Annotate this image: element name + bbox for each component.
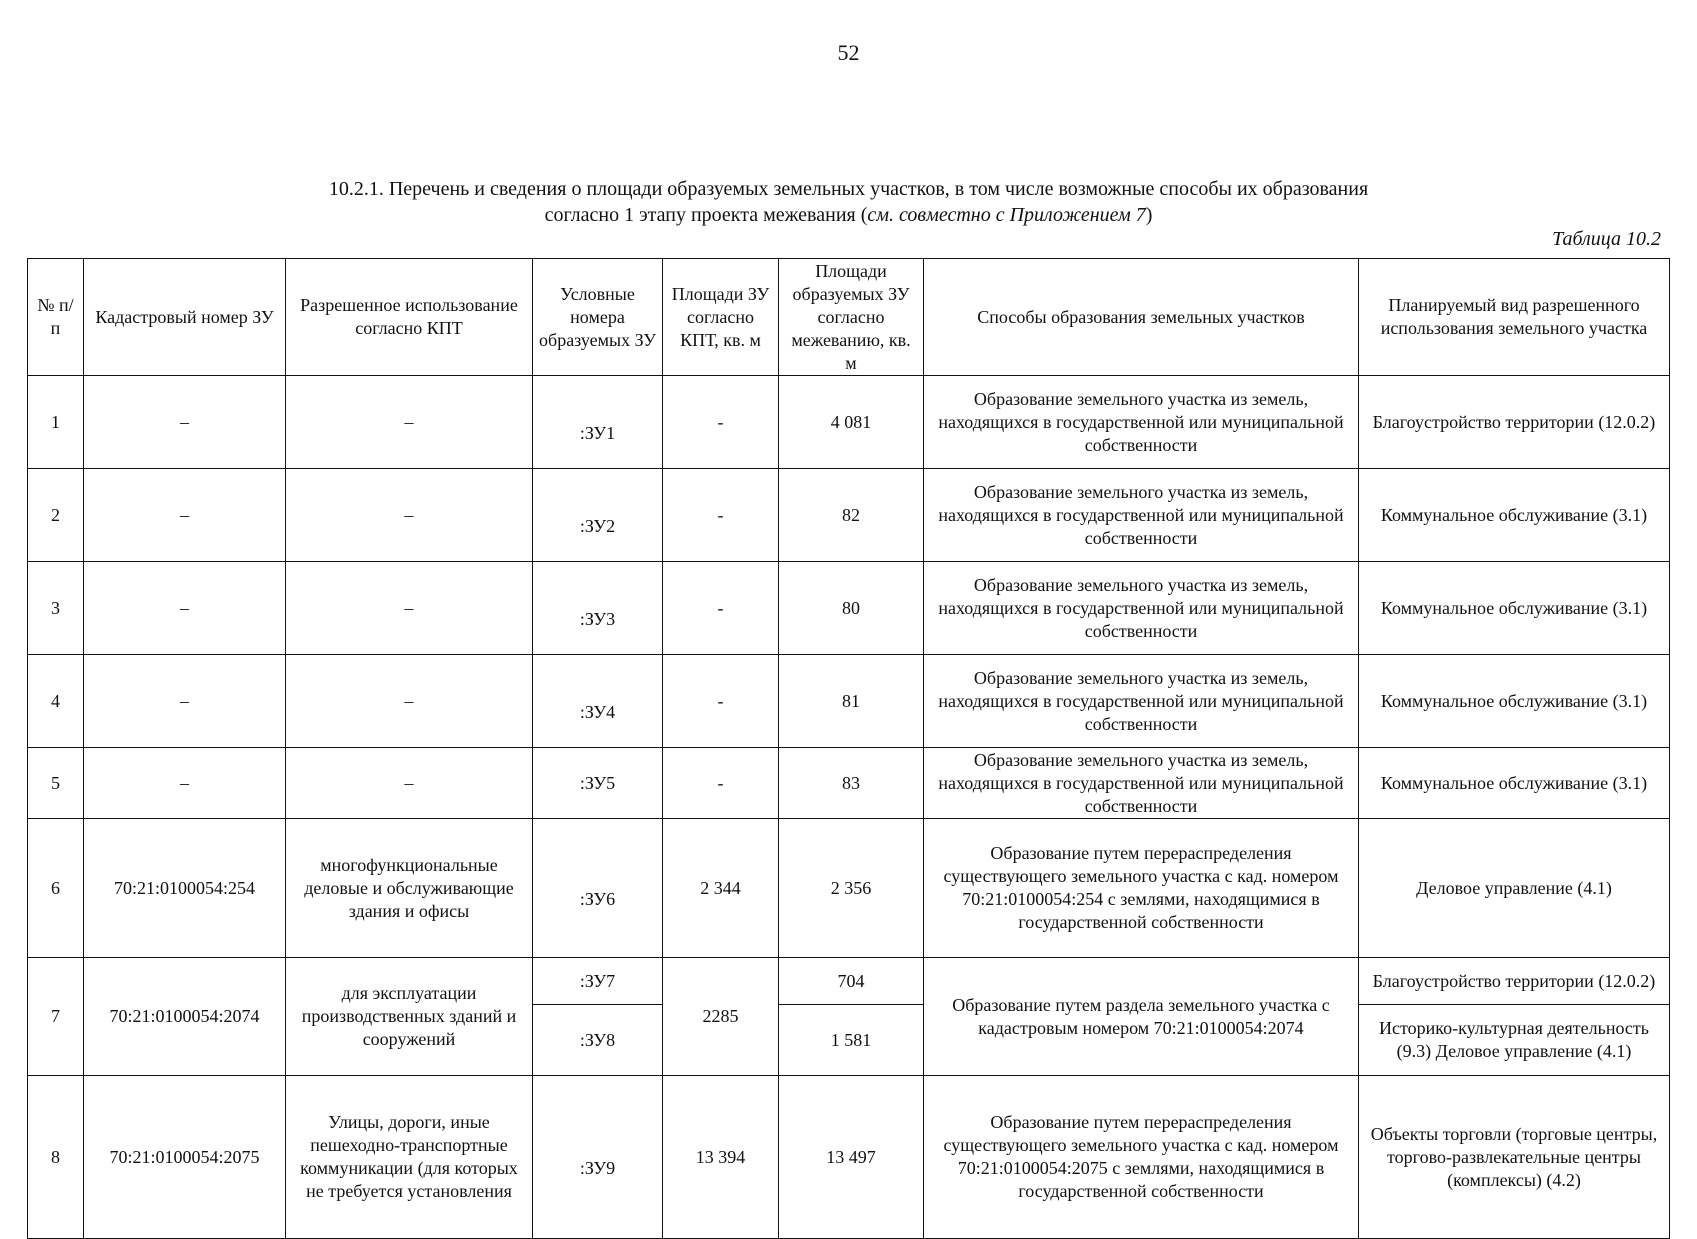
table-row — [28, 562, 1670, 655]
cell-plot-code: :ЗУ2 — [533, 469, 663, 562]
cell-plot-code: :ЗУ5 — [533, 748, 663, 819]
table-row — [28, 469, 1670, 562]
cell-plot-code: :ЗУ6 — [533, 819, 663, 958]
cell-permitted-use: – — [286, 748, 533, 819]
cell-number: 1 — [28, 376, 84, 469]
caption-line-2-end: ) — [1145, 204, 1153, 226]
header-plot-codes: Условные номера образуемых ЗУ — [533, 259, 663, 376]
cell-cadastral-number: – — [84, 562, 286, 655]
cell-permitted-use: многофункциональные деловые и обслуживающие здания и офисы — [286, 819, 533, 958]
cell-planned-use: Коммунальное обслуживание (3.1) — [1359, 655, 1670, 748]
cell-number: 4 — [28, 655, 84, 748]
cell-area-kpt: 2285 — [663, 958, 779, 1076]
cell-permitted-use: для эксплуатации производственных зданий и сооружений — [286, 958, 533, 1076]
cell-formation-method: Образование земельного участка из земель, находящихся в государственной или муниципальной собственности — [924, 655, 1359, 748]
table-row — [28, 748, 1670, 819]
cell-planned-use: Коммунальное обслуживание (3.1) — [1359, 469, 1670, 562]
cell-area-kpt: - — [663, 655, 779, 748]
table-label: Таблица 10.2 — [1552, 228, 1661, 250]
table-header-row — [28, 259, 1670, 376]
header-permitted-use: Разрешенное использование согласно КПТ — [286, 259, 533, 376]
cell-area-new: 2 356 — [779, 819, 924, 958]
cell-formation-method: Образование земельного участка из земель, находящихся в государственной или муниципальной собственности — [924, 748, 1359, 819]
cell-permitted-use: – — [286, 469, 533, 562]
cell-area-kpt: - — [663, 748, 779, 819]
land-plots-table — [27, 258, 1670, 1239]
cell-cadastral-number: – — [84, 376, 286, 469]
cell-permitted-use: – — [286, 655, 533, 748]
header-number: № п/п — [28, 259, 84, 376]
cell-number: 2 — [28, 469, 84, 562]
cell-planned-use: Историко-культурная деятельность (9.3) Деловое управление (4.1) — [1359, 1005, 1670, 1076]
header-planned-use: Планируемый вид разрешенного использования земельного участка — [1359, 259, 1670, 376]
cell-area-kpt: - — [663, 562, 779, 655]
cell-number: 8 — [28, 1076, 84, 1239]
cell-formation-method: Образование путем раздела земельного участка с кадастровым номером 70:21:0100054:2074 — [924, 958, 1359, 1076]
page-number: 52 — [837, 40, 860, 65]
cell-formation-method: Образование земельного участка из земель, находящихся в государственной или муниципальной собственности — [924, 469, 1359, 562]
cell-area-kpt: 13 394 — [663, 1076, 779, 1239]
caption-line-1: 10.2.1. Перечень и сведения о площади образуемых земельных участков, в том числе возможные способы их образования — [328, 178, 1369, 200]
caption-line-2-start: согласно 1 этапу проекта межевания ( — [544, 204, 868, 226]
cell-number: 3 — [28, 562, 84, 655]
cell-area-kpt: 2 344 — [663, 819, 779, 958]
header-cadastral-number: Кадастровый номер ЗУ — [84, 259, 286, 376]
header-area-kpt: Площади ЗУ согласно КПТ, кв. м — [663, 259, 779, 376]
cell-plot-code: :ЗУ7 — [533, 958, 663, 1005]
table-row — [28, 655, 1670, 748]
cell-area-new: 80 — [779, 562, 924, 655]
cell-permitted-use: Улицы, дороги, иные пешеходно-транспортные коммуникации (для которых не требуется установления — [286, 1076, 533, 1239]
cell-cadastral-number: – — [84, 655, 286, 748]
cell-area-new: 1 581 — [779, 1005, 924, 1076]
cell-cadastral-number: 70:21:0100054:2075 — [84, 1076, 286, 1239]
cell-area-kpt: - — [663, 376, 779, 469]
cell-area-new: 81 — [779, 655, 924, 748]
cell-formation-method: Образование земельного участка из земель, находящихся в государственной или муниципальной собственности — [924, 562, 1359, 655]
cell-plot-code: :ЗУ8 — [533, 1005, 663, 1076]
cell-formation-method: Образование земельного участка из земель, находящихся в государственной или муниципальной собственности — [924, 376, 1359, 469]
cell-area-new: 704 — [779, 958, 924, 1005]
cell-area-new: 4 081 — [779, 376, 924, 469]
cell-cadastral-number: – — [84, 748, 286, 819]
caption-line-2 — [0, 202, 1697, 228]
table-row — [28, 1076, 1670, 1239]
cell-planned-use: Деловое управление (4.1) — [1359, 819, 1670, 958]
table-row — [28, 819, 1670, 958]
cell-planned-use: Коммунальное обслуживание (3.1) — [1359, 748, 1670, 819]
cell-planned-use: Благоустройство территории (12.0.2) — [1359, 376, 1670, 469]
cell-plot-code: :ЗУ3 — [533, 562, 663, 655]
cell-formation-method: Образование путем перераспределения существующего земельного участка с кад. номером 70:21:0100054:254 с землями, находящимися в государственной собственности — [924, 819, 1359, 958]
cell-number: 7 — [28, 958, 84, 1076]
cell-number: 5 — [28, 748, 84, 819]
header-formation-method: Способы образования земельных участков — [924, 259, 1359, 376]
table-row — [28, 376, 1670, 469]
header-area-new: Площади образуемых ЗУ согласно межеванию, кв. м — [779, 259, 924, 376]
cell-plot-code: :ЗУ4 — [533, 655, 663, 748]
cell-area-new: 82 — [779, 469, 924, 562]
cell-area-new: 83 — [779, 748, 924, 819]
caption-reference: см. совместно с Приложением 7 — [867, 204, 1146, 226]
cell-cadastral-number: 70:21:0100054:254 — [84, 819, 286, 958]
cell-area-kpt: - — [663, 469, 779, 562]
cell-cadastral-number: – — [84, 469, 286, 562]
table-caption — [0, 176, 1697, 228]
cell-planned-use: Благоустройство территории (12.0.2) — [1359, 958, 1670, 1005]
cell-area-new: 13 497 — [779, 1076, 924, 1239]
cell-permitted-use: – — [286, 562, 533, 655]
cell-cadastral-number: 70:21:0100054:2074 — [84, 958, 286, 1076]
cell-formation-method: Образование путем перераспределения существующего земельного участка с кад. номером 70:21:0100054:2075 с землями, находящимися в государственной собственности — [924, 1076, 1359, 1239]
cell-number: 6 — [28, 819, 84, 958]
cell-planned-use: Объекты торговли (торговые центры, торгово-развлекательные центры (комплексы) (4.2) — [1359, 1076, 1670, 1239]
cell-planned-use: Коммунальное обслуживание (3.1) — [1359, 562, 1670, 655]
cell-permitted-use: – — [286, 376, 533, 469]
cell-plot-code: :ЗУ1 — [533, 376, 663, 469]
cell-plot-code: :ЗУ9 — [533, 1076, 663, 1239]
table-row — [28, 958, 1670, 1005]
